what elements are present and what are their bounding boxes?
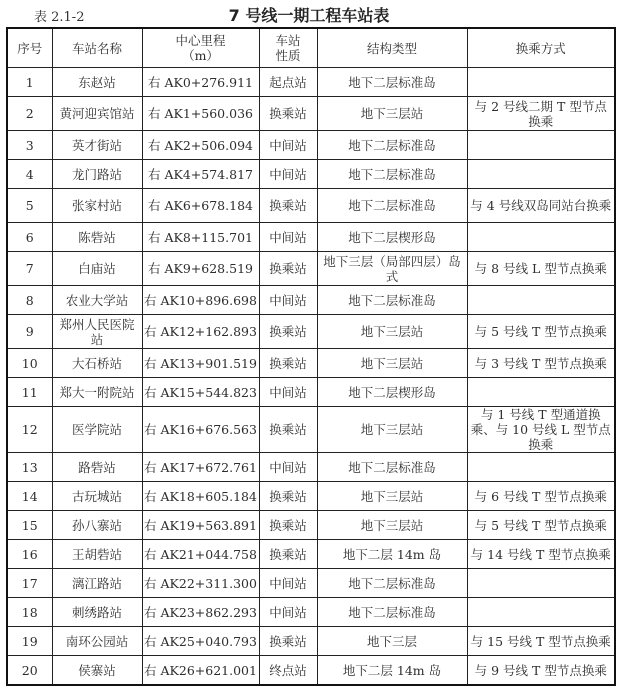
cell-transfer: 与 4 号线双岛同站台换乘 <box>467 189 615 223</box>
cell-no: 9 <box>7 315 52 349</box>
cell-structure: 地下三层站 <box>317 349 467 378</box>
cell-structure: 地下二层楔形岛 <box>317 378 467 407</box>
table-row <box>7 68 615 97</box>
cell-type: 中间站 <box>259 223 317 252</box>
table-row <box>7 407 615 453</box>
cell-type: 换乘站 <box>259 511 317 540</box>
cell-type: 换乘站 <box>259 252 317 286</box>
table-row <box>7 569 615 598</box>
header-km-line1: 中心里程 <box>175 33 226 48</box>
header-type-line1: 车站 <box>275 33 301 48</box>
stations-table <box>6 27 616 686</box>
cell-type: 换乘站 <box>259 315 317 349</box>
cell-transfer <box>467 453 615 482</box>
cell-name: 刺绣路站 <box>52 598 142 627</box>
cell-name: 大石桥站 <box>52 349 142 378</box>
cell-km: 右 AK2+506.094 <box>142 131 259 160</box>
cell-type: 换乘站 <box>259 97 317 131</box>
cell-transfer: 与 9 号线 T 型节点换乘 <box>467 656 615 686</box>
cell-type: 换乘站 <box>259 540 317 569</box>
cell-km: 右 AK18+605.184 <box>142 482 259 511</box>
cell-type: 中间站 <box>259 286 317 315</box>
cell-km: 右 AK6+678.184 <box>142 189 259 223</box>
cell-km: 右 AK16+676.563 <box>142 407 259 453</box>
cell-name: 南环公园站 <box>52 627 142 656</box>
cell-structure: 地下二层标准岛 <box>317 68 467 97</box>
cell-name: 古玩城站 <box>52 482 142 511</box>
table-row <box>7 160 615 189</box>
cell-name: 黄河迎宾馆站 <box>52 97 142 131</box>
table-row <box>7 315 615 349</box>
cell-structure: 地下三层站 <box>317 97 467 131</box>
header-name: 车站名称 <box>52 28 142 68</box>
table-row <box>7 252 615 286</box>
cell-transfer: 与 5 号线 T 型节点换乘 <box>467 511 615 540</box>
cell-name: 孙八寨站 <box>52 511 142 540</box>
cell-structure: 地下三层站 <box>317 511 467 540</box>
cell-structure: 地下二层 14m 岛 <box>317 656 467 686</box>
cell-no: 18 <box>7 598 52 627</box>
cell-type: 换乘站 <box>259 407 317 453</box>
cell-transfer <box>467 286 615 315</box>
cell-structure: 地下二层标准岛 <box>317 569 467 598</box>
cell-transfer: 与 6 号线 T 型节点换乘 <box>467 482 615 511</box>
cell-no: 19 <box>7 627 52 656</box>
cell-km: 右 AK25+040.793 <box>142 627 259 656</box>
cell-no: 4 <box>7 160 52 189</box>
cell-transfer <box>467 68 615 97</box>
cell-no: 15 <box>7 511 52 540</box>
table-row <box>7 453 615 482</box>
cell-no: 1 <box>7 68 52 97</box>
header-structure: 结构类型 <box>317 28 467 68</box>
cell-km: 右 AK4+574.817 <box>142 160 259 189</box>
cell-name: 郑大一附院站 <box>52 378 142 407</box>
cell-no: 8 <box>7 286 52 315</box>
cell-transfer: 与 3 号线 T 型节点换乘 <box>467 349 615 378</box>
cell-structure: 地下二层标准岛 <box>317 160 467 189</box>
cell-transfer <box>467 598 615 627</box>
cell-km: 右 AK9+628.519 <box>142 252 259 286</box>
cell-no: 20 <box>7 656 52 686</box>
cell-transfer <box>467 131 615 160</box>
cell-structure: 地下三层站 <box>317 407 467 453</box>
cell-type: 终点站 <box>259 656 317 686</box>
cell-name: 英才街站 <box>52 131 142 160</box>
cell-no: 14 <box>7 482 52 511</box>
cell-type: 起点站 <box>259 68 317 97</box>
cell-km: 右 AK19+563.891 <box>142 511 259 540</box>
table-row <box>7 656 615 686</box>
cell-no: 6 <box>7 223 52 252</box>
cell-km: 右 AK0+276.911 <box>142 68 259 97</box>
cell-structure: 地下二层 14m 岛 <box>317 540 467 569</box>
table-row <box>7 378 615 407</box>
table-row <box>7 598 615 627</box>
cell-transfer <box>467 160 615 189</box>
cell-no: 7 <box>7 252 52 286</box>
cell-name: 陈砦站 <box>52 223 142 252</box>
cell-km: 右 AK21+044.758 <box>142 540 259 569</box>
cell-no: 2 <box>7 97 52 131</box>
cell-no: 5 <box>7 189 52 223</box>
header-km <box>142 28 259 68</box>
cell-transfer: 与 15 号线 T 型节点换乘 <box>467 627 615 656</box>
cell-name: 农业大学站 <box>52 286 142 315</box>
cell-transfer <box>467 569 615 598</box>
table-row <box>7 511 615 540</box>
cell-km: 右 AK10+896.698 <box>142 286 259 315</box>
table-row <box>7 189 615 223</box>
table-number-label: 表 2.1-2 <box>34 10 85 25</box>
cell-km: 右 AK26+621.001 <box>142 656 259 686</box>
cell-no: 13 <box>7 453 52 482</box>
cell-type: 中间站 <box>259 160 317 189</box>
cell-km: 右 AK17+672.761 <box>142 453 259 482</box>
header-type-line2: 性质 <box>275 48 301 63</box>
cell-name: 侯寨站 <box>52 656 142 686</box>
cell-km: 右 AK8+115.701 <box>142 223 259 252</box>
cell-km: 右 AK1+560.036 <box>142 97 259 131</box>
cell-transfer <box>467 223 615 252</box>
cell-no: 12 <box>7 407 52 453</box>
cell-structure: 地下二层标准岛 <box>317 189 467 223</box>
header-km-line2: （m） <box>182 48 219 63</box>
table-row <box>7 286 615 315</box>
cell-transfer: 与 1 号线 T 型通道换乘、与 10 号线 L 型节点换乘 <box>467 407 615 453</box>
cell-structure: 地下三层（局部四层）岛式 <box>317 252 467 286</box>
cell-name: 路砦站 <box>52 453 142 482</box>
cell-transfer: 与 5 号线 T 型节点换乘 <box>467 315 615 349</box>
header-row <box>7 28 615 68</box>
cell-structure: 地下三层站 <box>317 482 467 511</box>
cell-no: 17 <box>7 569 52 598</box>
cell-transfer: 与 8 号线 L 型节点换乘 <box>467 252 615 286</box>
cell-no: 10 <box>7 349 52 378</box>
cell-name: 东赵站 <box>52 68 142 97</box>
cell-type: 换乘站 <box>259 349 317 378</box>
cell-name: 医学院站 <box>52 407 142 453</box>
cell-name: 龙门路站 <box>52 160 142 189</box>
cell-transfer <box>467 378 615 407</box>
cell-type: 换乘站 <box>259 482 317 511</box>
table-caption <box>0 0 618 27</box>
cell-name: 张家村站 <box>52 189 142 223</box>
cell-structure: 地下二层标准岛 <box>317 286 467 315</box>
cell-name: 王胡砦站 <box>52 540 142 569</box>
table-row <box>7 349 615 378</box>
table-row <box>7 482 615 511</box>
cell-no: 11 <box>7 378 52 407</box>
cell-no: 16 <box>7 540 52 569</box>
cell-transfer: 与 2 号线二期 T 型节点换乘 <box>467 97 615 131</box>
cell-type: 中间站 <box>259 569 317 598</box>
table-row <box>7 540 615 569</box>
cell-structure: 地下二层标准岛 <box>317 131 467 160</box>
cell-type: 换乘站 <box>259 189 317 223</box>
cell-structure: 地下二层楔形岛 <box>317 223 467 252</box>
table-row <box>7 223 615 252</box>
cell-type: 中间站 <box>259 598 317 627</box>
cell-type: 中间站 <box>259 453 317 482</box>
table-row <box>7 131 615 160</box>
cell-name: 郑州人民医院站 <box>52 315 142 349</box>
cell-km: 右 AK13+901.519 <box>142 349 259 378</box>
cell-type: 中间站 <box>259 131 317 160</box>
cell-km: 右 AK22+311.300 <box>142 569 259 598</box>
cell-structure: 地下三层站 <box>317 315 467 349</box>
cell-km: 右 AK15+544.823 <box>142 378 259 407</box>
table-row <box>7 627 615 656</box>
cell-structure: 地下三层 <box>317 627 467 656</box>
table-title: 7 号线一期工程车站表 <box>228 6 390 25</box>
cell-type: 中间站 <box>259 378 317 407</box>
cell-transfer: 与 14 号线 T 型节点换乘 <box>467 540 615 569</box>
cell-name: 白庙站 <box>52 252 142 286</box>
cell-km: 右 AK12+162.893 <box>142 315 259 349</box>
table-row <box>7 97 615 131</box>
cell-structure: 地下二层标准岛 <box>317 453 467 482</box>
cell-name: 漓江路站 <box>52 569 142 598</box>
header-transfer: 换乘方式 <box>467 28 615 68</box>
header-type <box>259 28 317 68</box>
header-no: 序号 <box>7 28 52 68</box>
cell-structure: 地下二层标准岛 <box>317 598 467 627</box>
cell-km: 右 AK23+862.293 <box>142 598 259 627</box>
cell-no: 3 <box>7 131 52 160</box>
cell-type: 换乘站 <box>259 627 317 656</box>
